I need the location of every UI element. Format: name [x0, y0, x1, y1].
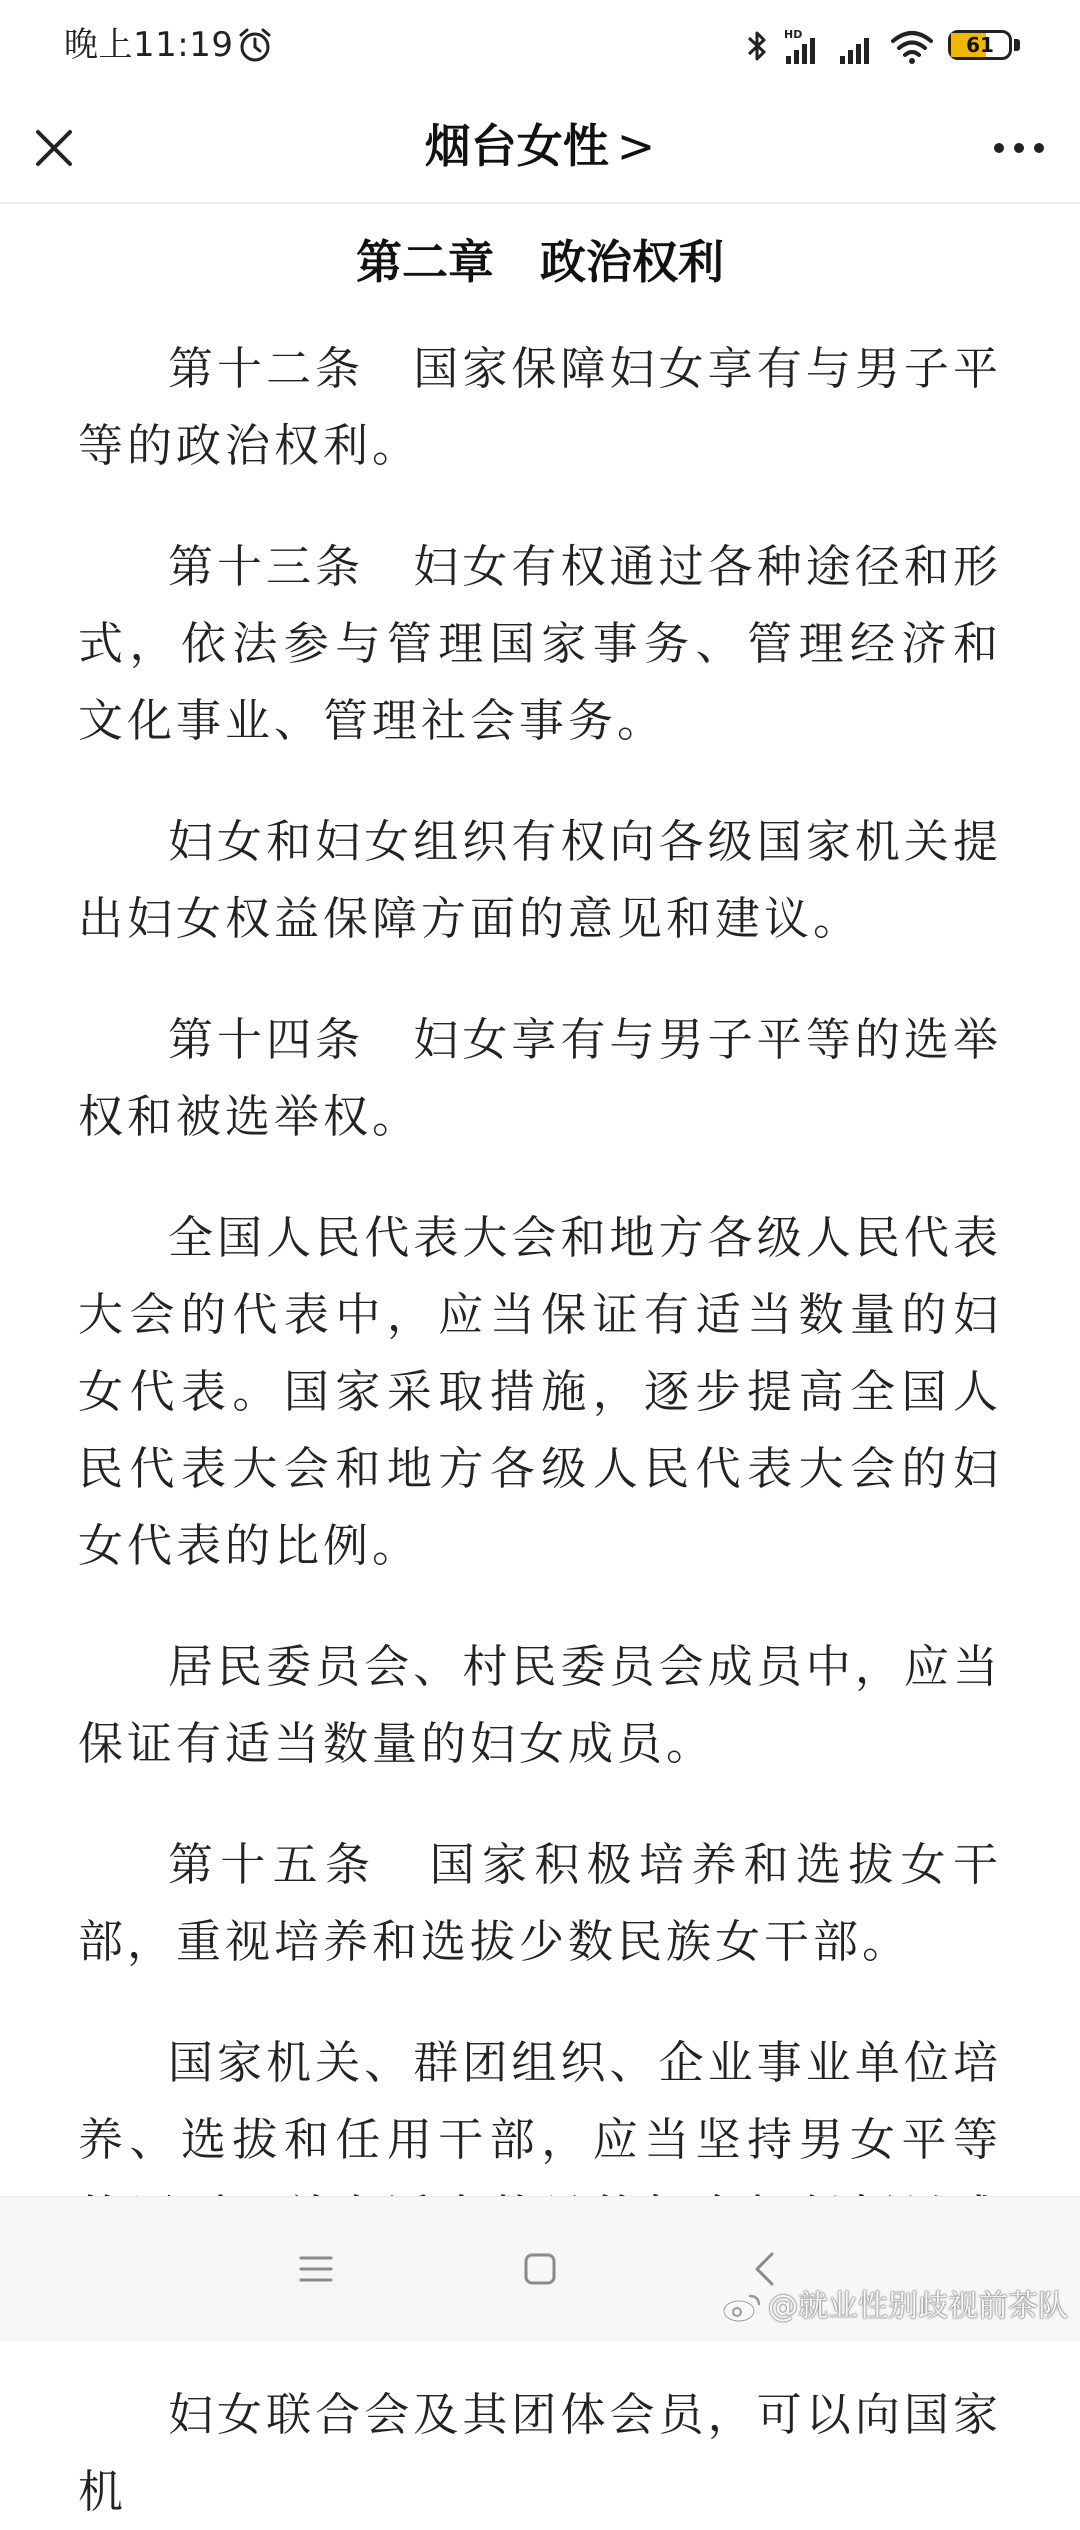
system-nav-bar: [0, 2196, 1080, 2341]
status-icons: [746, 22, 1020, 70]
chevron-right-icon: >: [616, 119, 656, 173]
svg-text:HD: HD: [784, 28, 803, 41]
battery-icon: [948, 30, 1020, 62]
app-header: [0, 92, 1080, 204]
header-title: 烟台女性: [424, 119, 609, 173]
status-bar: [0, 0, 1080, 92]
article-paragraph: 居民委员会、村民委员会成员中，应当保证有适当数量的妇女成员。: [78, 1640, 1002, 1770]
watermark-text: @就业性别歧视前茶队: [768, 2289, 1068, 2324]
signal-icon: [836, 26, 876, 66]
recent-apps-button[interactable]: [280, 2233, 352, 2305]
account-title-link[interactable]: [0, 114, 1080, 178]
article-paragraph: 妇女和妇女组织有权向各级国家机关提出妇女权益保障方面的意见和建议。: [78, 815, 1002, 945]
article-paragraph: 全国人民代表大会和地方各级人民代表大会的代表中，应当保证有适当数量的妇女代表。国家采取措施，逐步提高全国人民代表大会和地方各级人民代表大会的妇女代表的比例。: [78, 1211, 1002, 1572]
alarm-icon: [236, 26, 274, 64]
weibo-logo-icon: [722, 2290, 762, 2324]
back-chevron-icon: [752, 2251, 776, 2287]
article-paragraph: 第十二条 国家保障妇女享有与男子平等的政治权利。: [78, 342, 1002, 472]
bluetooth-icon: [746, 27, 768, 65]
menu-icon: [299, 2254, 333, 2284]
more-icon: [993, 142, 1045, 154]
chapter-title: 第二章 政治权利: [356, 235, 724, 289]
article-paragraph: 妇女联合会及其团体会员，可以向国家机: [78, 2388, 1002, 2518]
watermark: [722, 2287, 1068, 2327]
status-time: 晚上11:19: [64, 25, 234, 65]
hd-signal-icon: [782, 26, 822, 66]
article-paragraph: 国家机关、群团组织、企业事业单位培养、选拔和任用干部，应当坚持男女平等: [78, 2036, 1002, 2166]
wifi-icon: [890, 27, 934, 65]
home-square-icon: [523, 2252, 557, 2286]
more-button[interactable]: [984, 116, 1054, 180]
article-paragraph: 第十四条 妇女享有与男子平等的选举权和被选举权。: [78, 1013, 1002, 1143]
battery-percent: 61: [966, 33, 994, 57]
home-button[interactable]: [504, 2233, 576, 2305]
article-paragraph: 第十五条 国家积极培养和选拔女干部，重视培养和选拔少数民族女干部。: [78, 1838, 1002, 1968]
article-paragraph: 第十三条 妇女有权通过各种途径和形式，依法参与管理国家事务、管理经济和文化事业、管理社会事务。: [78, 540, 1002, 747]
